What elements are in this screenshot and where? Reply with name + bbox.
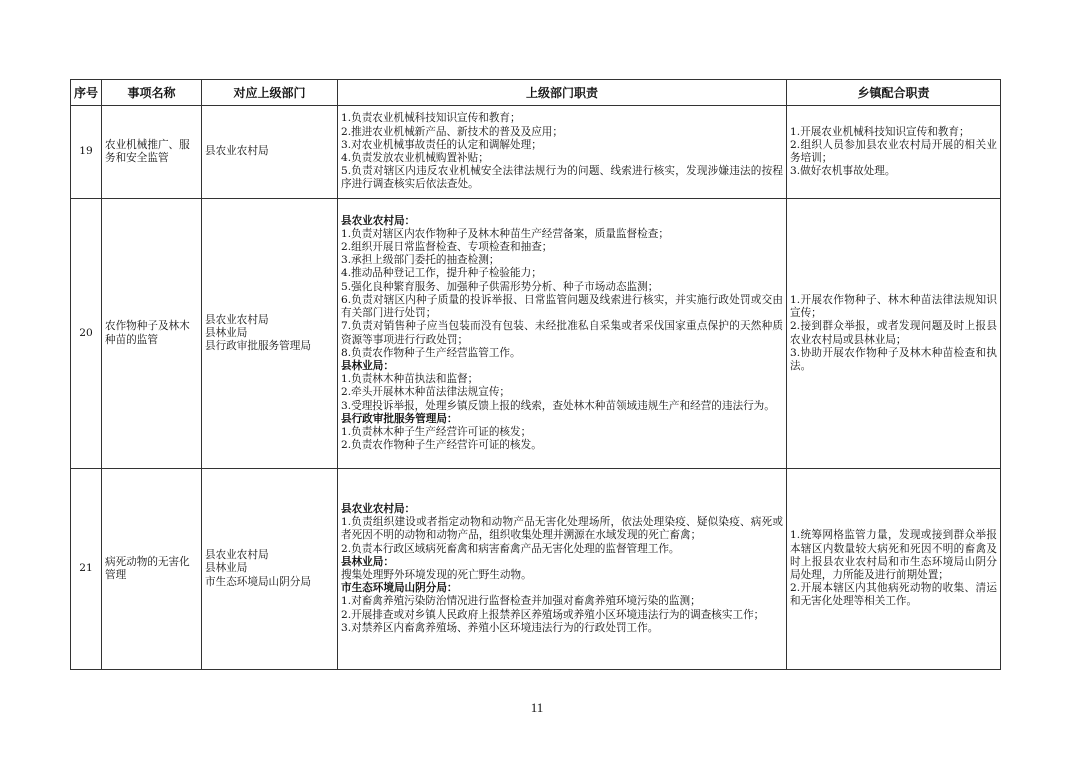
- header-department: 对应上级部门: [202, 80, 338, 106]
- department-name: 县农业农村局: [205, 313, 269, 326]
- duty-line: 3.对禁养区内畜禽养殖场、养殖小区环境违法行为的行政处罚工作。: [341, 621, 659, 634]
- town-duties-cell: [787, 469, 1001, 670]
- duty-section-heading: 县行政审批服务管理局：: [341, 412, 458, 425]
- duty-line: 搜集处理野外环境发现的死亡野生动物。: [341, 569, 532, 581]
- duty-section-heading: 县农业农村局：: [341, 502, 416, 515]
- row-number: 19: [71, 106, 102, 199]
- table-row: [71, 199, 1001, 469]
- duty-line: 3.承担上级部门委托的抽查检测；: [341, 254, 500, 267]
- duty-line: 1.对畜禽养殖污染防治情况进行监督检查并加强对畜禽养殖环境污染的监测；: [341, 595, 701, 608]
- department-name: 县行政审批服务管理局: [205, 340, 311, 353]
- row-number: 21: [71, 469, 102, 670]
- duty-section-heading: 市生态环境局山阴分局：: [341, 582, 458, 595]
- duty-line: 2.组织开展日常监督检查、专项检查和抽查；: [341, 241, 553, 254]
- department-name: 县农业农村局: [205, 549, 269, 562]
- duty-line: 8.负责农作物种子生产经营监管工作。: [341, 346, 521, 359]
- table-row: [71, 469, 1001, 670]
- duty-line: 4.推动品种登记工作，提升种子检验能力；: [341, 267, 542, 280]
- duty-line: 1.负责对辖区内农作物种子及林木种苗生产经营备案，质量监督检查；: [341, 227, 669, 240]
- table-header-row: [71, 80, 1001, 106]
- duty-line: 2.开展排查或对乡镇人民政府上报禁养区养殖场或养殖小区环境违法行为的调查核实工作；: [341, 608, 765, 621]
- town-duty-line: 1.统筹网格监管力量，发现或接到群众举报本辖区内数量较大病死和死因不明的畜禽及时上报县农业农村局和市生态环境局山阴分局处理，力所能及进行前期处置；: [790, 529, 997, 581]
- department-name: 县农业农村局: [205, 145, 269, 158]
- duties-cell: [338, 106, 787, 199]
- duties-cell: [338, 469, 787, 670]
- department-cell: [202, 106, 338, 199]
- duty-section-heading: 县农业农村局：: [341, 214, 416, 227]
- header-department-duties: 上级部门职责: [338, 80, 787, 106]
- duty-line: 7.负责对销售种子应当包装而没有包装、未经批准私自采集或者采伐国家重点保护的天然种质资源等事项进行行政处罚；: [341, 320, 783, 346]
- duty-line: 2.推进农业机械新产品、新技术的普及及应用；: [341, 125, 563, 138]
- responsibility-table: [70, 79, 1001, 670]
- header-serial-number: 序号: [71, 80, 102, 106]
- duty-section-heading: 县林业局：: [341, 555, 394, 568]
- duty-line: 1.负责组织建设或者指定动物和动物产品无害化处理场所，依法处理染疫、疑似染疫、病死或者死因不明的动物和动物产品，组织收集处理并溯源在水域发现的死亡畜禽；: [341, 516, 783, 542]
- department-cell: [202, 469, 338, 670]
- town-duty-line: 1.开展农作物种子、林木种苗法律法规知识宣传；: [790, 293, 997, 320]
- duty-line: 2.负责农作物种子生产经营许可证的核发。: [341, 439, 542, 452]
- duty-line: 5.负责对辖区内违反农业机械安全法律法规行为的问题、线索进行核实，发现涉嫌违法的按程序进行调查核实后依法查处。: [341, 165, 783, 191]
- town-duties-cell: [787, 106, 1001, 199]
- duty-section-heading: 县林业局：: [341, 359, 394, 372]
- header-item-name: 事项名称: [102, 80, 202, 106]
- item-name: 病死动物的无害化管理: [102, 469, 202, 670]
- duty-line: 1.负责林木种苗执法和监督；: [341, 373, 479, 386]
- duty-line: 2.负责本行政区域病死畜禽和病害畜禽产品无害化处理的监督管理工作。: [341, 542, 680, 555]
- table-row: [71, 106, 1001, 199]
- duty-line: 1.负责农业机械科技知识宣传和教育；: [341, 112, 521, 125]
- header-town-duties: 乡镇配合职责: [787, 80, 1001, 106]
- duty-line: 4.负责发放农业机械购置补贴；: [341, 152, 489, 164]
- duty-line: 3.受理投诉举报，处理乡镇反馈上报的线索，查处林木种苗领域违规生产和经营的违法行为。: [341, 399, 775, 412]
- item-name: 农作物种子及林木种苗的监管: [102, 199, 202, 469]
- page-number: 11: [530, 700, 544, 715]
- item-name: 农业机械推广、服务和安全监管: [102, 106, 202, 199]
- department-name: 县林业局: [205, 562, 248, 575]
- duty-line: 2.牵头开展林木种苗法律法规宣传；: [341, 386, 511, 399]
- town-duty-line: 3.做好农机事故处理。: [790, 165, 896, 178]
- duties-cell: [338, 199, 787, 469]
- town-duty-line: 2.开展本辖区内其他病死动物的收集、清运和无害化处理等相关工作。: [790, 582, 997, 608]
- town-duty-line: 1.开展农业机械科技知识宣传和教育；: [790, 125, 970, 138]
- duty-line: 6.负责对辖区内种子质量的投诉举报、日常监管问题及线索进行核实，并实施行政处罚或交由有关部门进行处罚；: [341, 293, 783, 320]
- duty-line: 5.强化良种繁育服务、加强种子供需形势分析、种子市场动态监测；: [341, 280, 659, 293]
- duty-line: 3.对农业机械事故责任的认定和调解处理；: [341, 138, 542, 151]
- department-cell: [202, 199, 338, 469]
- town-duties-cell: [787, 199, 1001, 469]
- town-duty-line: 2.组织人员参加县农业农村局开展的相关业务培训；: [790, 138, 997, 164]
- town-duty-line: 2.接到群众举报，或者发现问题及时上报县农业农村局或县林业局；: [790, 320, 997, 346]
- duty-line: 1.负责林木种子生产经营许可证的核发；: [341, 425, 532, 438]
- town-duty-line: 3.协助开展农作物种子及林木种苗检查和执法。: [790, 346, 997, 372]
- department-name: 市生态环境局山阴分局: [205, 575, 311, 588]
- row-number: 20: [71, 199, 102, 469]
- department-name: 县林业局: [205, 326, 248, 339]
